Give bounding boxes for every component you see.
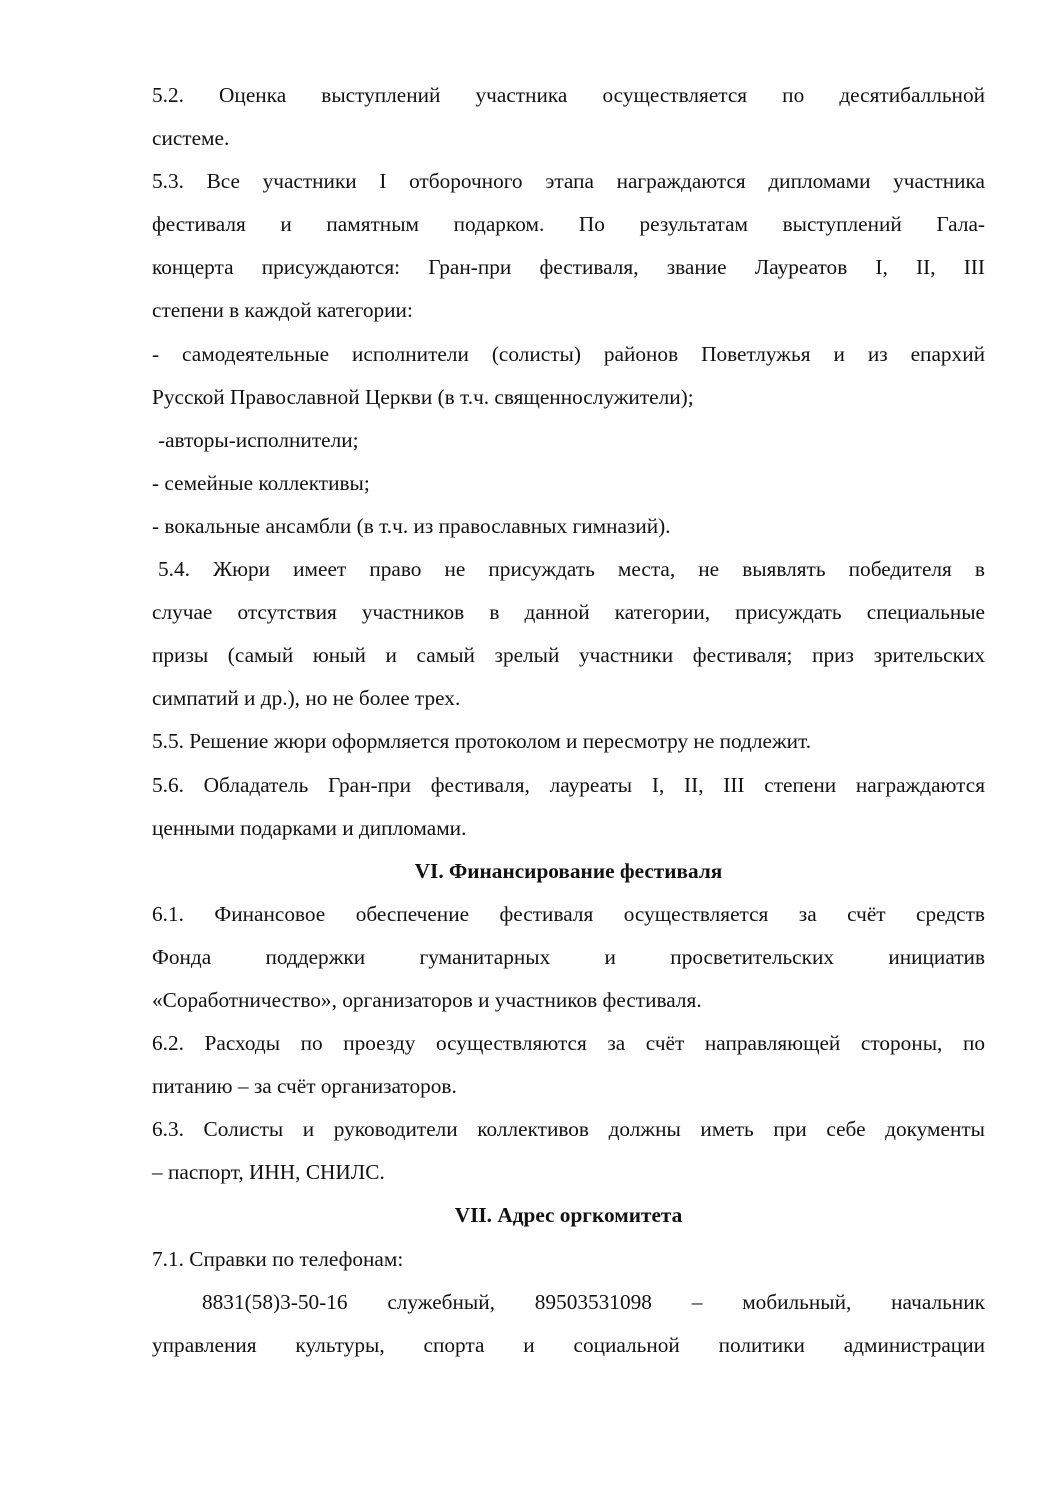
paragraph-5-4-line-3: призы (самый юный и самый зрелый участники фестиваля; приз зрительских — [152, 643, 985, 668]
paragraph-5-4-line-2: случае отсутствия участников в данной категории, присуждать специальные — [152, 600, 985, 625]
paragraph-5-6-line-1: 5.6. Обладатель Гран-при фестиваля, лауреаты I, II, III степени награждаются — [152, 772, 985, 797]
paragraph-5-4-line-1: 5.4. Жюри имеет право не присуждать места, не выявлять победителя в — [158, 557, 985, 582]
paragraph-5-3-line-4: степени в каждой категории: — [152, 298, 413, 323]
section-6-heading: VI. Финансирование фестиваля — [414, 858, 723, 883]
paragraph-6-1-line-3: «Соработничество», организаторов и участников фестиваля. — [152, 987, 702, 1012]
paragraph-5-3-line-2: фестиваля и памятным подарком. По результатам выступлений Гала- — [152, 212, 985, 237]
category-item-3: - семейные коллективы; — [152, 470, 370, 495]
paragraph-6-1-line-2: Фонда поддержки гуманитарных и просветительских инициатив — [152, 944, 985, 969]
paragraph-5-3-line-3: концерта присуждаются: Гран-при фестиваля, звание Лауреатов I, II, III — [152, 255, 985, 280]
section-7-heading: VII. Адрес оргкомитета — [454, 1203, 683, 1228]
paragraph-5-2-line-1: 5.2. Оценка выступлений участника осуществляется по десятибалльной — [152, 83, 985, 107]
phones-line-2: управления культуры, спорта и социальной политики администрации — [152, 1332, 985, 1357]
paragraph-5-4-line-4: симпатий и др.), но не более трех. — [152, 686, 461, 711]
phones-line-1: 8831(58)3-50-16 служебный, 89503531098 – мобильный, начальник — [202, 1289, 985, 1314]
paragraph-6-1-line-1: 6.1. Финансовое обеспечение фестиваля осуществляется за счёт средств — [152, 901, 985, 926]
paragraph-5-3-line-1: 5.3. Все участники I отборочного этапа награждаются дипломами участника — [152, 169, 985, 194]
category-item-2: -авторы-исполнители; — [158, 427, 359, 452]
document-page — [152, 74, 985, 1367]
paragraph-5-2-line-2: системе. — [152, 126, 230, 151]
paragraph-5-5: 5.5. Решение жюри оформляется протоколом и пересмотру не подлежит. — [152, 729, 812, 754]
paragraph-6-3-line-1: 6.3. Солисты и руководители коллективов должны иметь при себе документы — [152, 1117, 985, 1142]
paragraph-5-6-line-2: ценными подарками и дипломами. — [152, 815, 467, 840]
paragraph-7-1: 7.1. Справки по телефонам: — [152, 1246, 404, 1271]
paragraph-6-3-line-2: – паспорт, ИНН, СНИЛС. — [152, 1160, 385, 1185]
paragraph-6-2-line-1: 6.2. Расходы по проезду осуществляются за счёт направляющей стороны, по — [152, 1031, 985, 1056]
category-item-1-line-1: - самодеятельные исполнители (солисты) районов Поветлужья и из епархий — [152, 341, 985, 366]
category-item-4: - вокальные ансамбли (в т.ч. из православных гимназий). — [152, 513, 671, 538]
paragraph-6-2-line-2: питанию – за счёт организаторов. — [152, 1074, 457, 1099]
category-item-1-line-2: Русской Православной Церкви (в т.ч. священнослужители); — [152, 384, 694, 409]
